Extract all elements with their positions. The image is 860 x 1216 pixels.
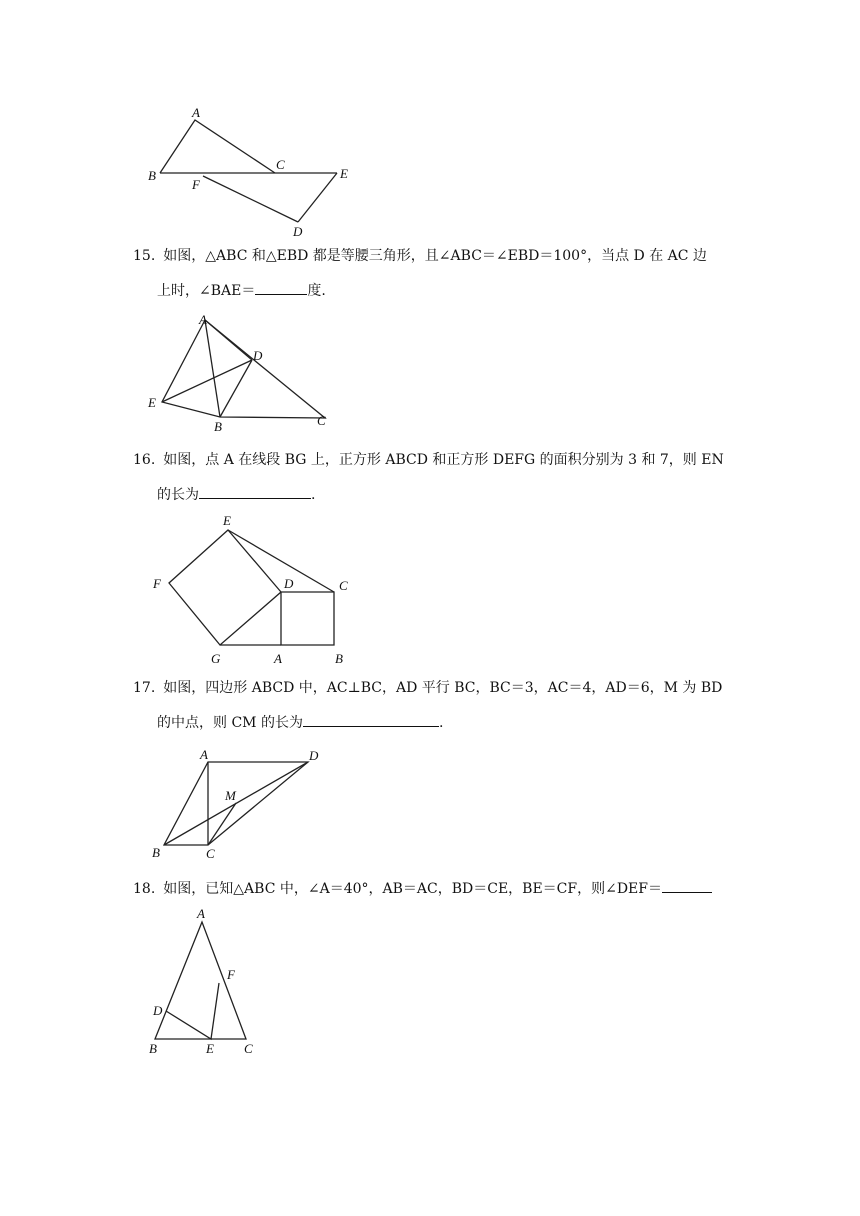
fig16-label-B: B <box>335 651 343 666</box>
figure-q14 <box>140 100 370 240</box>
figure-q17 <box>145 742 345 867</box>
figure-q17-svg <box>145 742 345 867</box>
fig15-label-A: A <box>199 312 207 327</box>
fig18-label-F: F <box>227 967 235 982</box>
fig16-label-D: D <box>284 576 294 591</box>
fig15-label-D: D <box>253 348 263 363</box>
q16-line1: 如图，点 A 在线段 BG 上，正方形 ABCD 和正方形 DEFG 的面积分别为 3 和 7，则 EN <box>163 452 724 468</box>
q17-line2-post: . <box>438 715 444 731</box>
q17-line1-wrap <box>133 680 722 696</box>
fig14-label-F: F <box>192 177 200 192</box>
fig14-label-C: C <box>276 157 285 172</box>
q18-line1: 如图，已知△ABC 中，∠A＝40°，AB＝AC，BD＝CE，BE＝CF，则∠DEF＝ <box>163 881 662 897</box>
fig15-line-AB <box>205 320 220 417</box>
fig14-label-D: D <box>293 224 303 239</box>
figure-q16 <box>145 510 365 670</box>
fig15-line-ED <box>162 360 252 402</box>
fig18-label-E: E <box>206 1041 214 1056</box>
q16-line2-post: . <box>311 487 316 503</box>
q15-line1: 如图，△ABC 和△EBD 都是等腰三角形，且∠ABC＝∠EBD＝100°，当点 D 在 AC 边 <box>163 248 707 264</box>
question-17 <box>133 678 733 733</box>
fig15-outline <box>162 320 325 418</box>
fig14-label-B: B <box>148 168 156 183</box>
q17-line2-pre: 的中点，则 CM 的长为 <box>157 715 303 731</box>
q18-number: 18. <box>133 881 156 897</box>
fig15-label-E: E <box>148 395 156 410</box>
q16-answer-blank[interactable] <box>199 484 311 499</box>
fig16-label-A: A <box>274 651 282 666</box>
q16-number: 16. <box>133 452 156 468</box>
fig18-label-C: C <box>244 1041 253 1056</box>
fig15-line-AD <box>205 320 252 360</box>
fig15-label-C: C <box>317 413 326 428</box>
fig16-label-G: G <box>211 651 221 666</box>
q15-line1-wrap <box>133 248 707 264</box>
q17-answer-blank[interactable] <box>303 712 439 727</box>
fig14-label-E: E <box>340 166 348 181</box>
fig16-label-C: C <box>339 578 348 593</box>
fig18-label-A: A <box>197 906 205 921</box>
fig15-label-B: B <box>214 419 222 434</box>
q18-answer-blank[interactable] <box>662 878 712 893</box>
q16-line2-pre: 的长为 <box>157 487 199 503</box>
q17-line1: 如图，四边形 ABCD 中，AC⊥BC，AD 平行 BC，BC＝3，AC＝4，AD＝6，M 为 BD <box>163 680 723 696</box>
q15-line2-post: 度. <box>307 283 326 299</box>
question-16 <box>133 450 733 505</box>
fig14-segments-BAC <box>160 120 275 173</box>
q18-line1-wrap <box>133 881 712 897</box>
fig16-label-F: F <box>153 576 161 591</box>
figure-q16-svg <box>145 510 365 670</box>
figure-q18-svg <box>145 905 275 1060</box>
fig17-label-B: B <box>152 845 160 860</box>
figure-q15 <box>140 308 340 438</box>
fig16-line-EC <box>228 530 334 592</box>
fig17-label-M: M <box>225 788 236 803</box>
fig18-label-D: D <box>153 1003 163 1018</box>
fig16-square-ABCD <box>281 592 334 645</box>
figure-q18 <box>145 905 275 1060</box>
fig15-line-DB <box>220 360 252 417</box>
figure-q15-svg <box>140 308 340 438</box>
q16-line2 <box>133 484 733 505</box>
figure-q14-svg <box>140 100 370 240</box>
fig14-line-DF <box>203 176 298 222</box>
fig14-line-ED <box>298 173 337 222</box>
fig17-label-D: D <box>309 748 319 763</box>
q15-answer-blank[interactable] <box>255 280 307 295</box>
fig18-label-B: B <box>149 1041 157 1056</box>
fig16-label-E: E <box>223 513 231 528</box>
fig16-square-DEFG <box>169 530 281 645</box>
q16-line1-wrap <box>133 452 724 468</box>
question-15 <box>133 246 733 301</box>
fig17-line-CM <box>208 803 236 845</box>
fig17-label-C: C <box>206 846 215 861</box>
q17-number: 17. <box>133 680 156 696</box>
q17-line2 <box>133 712 733 733</box>
q15-line2-pre: 上时，∠BAE＝ <box>157 283 256 299</box>
q15-number: 15. <box>133 248 156 264</box>
fig14-label-A: A <box>192 105 200 120</box>
fig17-label-A: A <box>200 747 208 762</box>
question-18 <box>133 878 733 899</box>
q15-line2 <box>133 280 733 301</box>
